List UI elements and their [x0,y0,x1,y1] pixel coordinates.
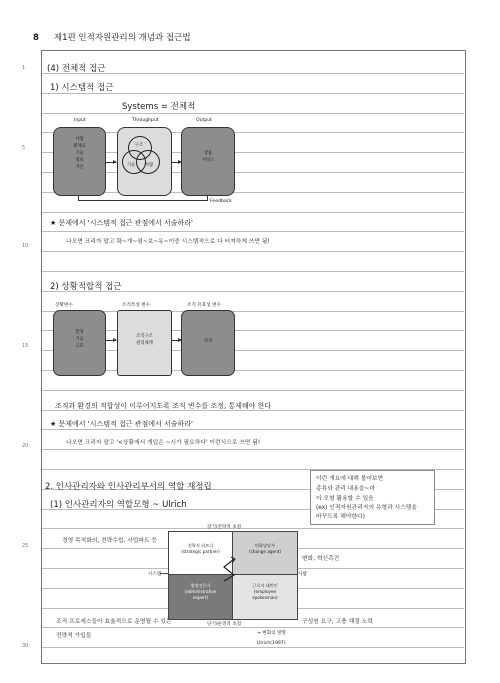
input-item: 사람 [75,137,84,142]
systems-title: Systems = 전체적 [122,102,196,112]
feedback-label: Feedback [210,199,232,204]
quadrant-change-agent: 변화담당자 (change agent) [233,532,297,575]
axis-left: 시스템 [148,572,162,577]
variable-label: 조직 유효성 변수 [187,303,221,308]
ruled-line [42,192,464,193]
situation-box [53,310,106,376]
ruled-line [42,93,464,94]
box-item: 성과 [203,339,213,344]
output-label: Output [196,118,212,123]
section-heading: (4) 전체적 접근 [47,64,106,74]
box-item: 관리체계 [136,341,153,346]
throughput-box [117,127,172,196]
input-item: 기술 [75,151,84,156]
subsection-heading: 2) 상황적합적 접근 [50,282,122,292]
box-item: 규모 [75,344,84,349]
line-number: 30 [22,643,29,649]
input-item: 자본 [75,165,84,170]
arrow-throughput-output [172,162,181,163]
line-number: 1 [22,65,26,71]
box-item: 기술 [75,337,84,342]
ruled-line [42,113,464,114]
input-item: 정보 [75,158,84,163]
arrow-input-throughput [106,162,116,163]
direction-arrow-icon [220,555,240,585]
fit-statement: 조직과 환경의 적합성이 이루어지도록 조직 변수를 조정, 통제해야 한다 [55,402,272,410]
ruled-line [42,271,464,272]
ruled-line [42,429,464,430]
ruled-line [42,231,464,232]
star-note-detail: 나오면 크리자 말고 '<상황에서 개입은 ~시가 필요하다' 이런식으로 쓰면 됨! [66,440,261,446]
ruled-line [42,627,464,628]
ruled-line [42,251,464,252]
org-box [117,310,172,376]
citation: Ulrich(1997) [257,641,286,646]
side-note-line: 바꾸도록 해야한다) [316,514,365,520]
quadrant-strategic-partner: 전략적 파트너 (strategic partner) [169,532,233,575]
circle-label: 사람 [144,163,154,168]
ruled-line [42,449,464,450]
axis-bottom: 단기/운영적 초점 [207,622,242,627]
throughput-label: Throughput [132,118,159,123]
axis-right: 사람 [298,572,307,577]
line-number: 10 [22,243,29,249]
side-note-line: (ex) 인적자원관리자의 유형과 시스템을 [316,505,417,511]
line-number: 5 [22,145,26,151]
side-note-line: 종류와 관리 내용을~마 [316,486,375,492]
feedback-line [78,200,208,201]
right-note: 변화, 혁신촉진 [302,556,340,562]
box-item: 환경 [75,330,84,335]
variable-label: 조직특성 변수 [122,303,151,308]
star-note: ★ 문제에서 '시스템적 접근 관점에서 서술하라' [50,420,193,428]
section-heading: 2. 인사관리자와 인사관리부서의 역할 재정립 [45,482,212,492]
axis-top: 장기/전략적 초점 [207,525,242,530]
ruled-line [42,528,464,529]
circle-label: 기술 [126,163,136,168]
star-note-detail: 나오면 크리자 말고 확~개~평~보~유~이중 시스템적으로 다 터져하게 쓰면 됨! [66,239,270,245]
circle-label: 구조 [134,143,144,148]
left-note: 조직 프로세스들이 효율적으로 운영될 수 있는 [56,619,172,625]
input-box [53,127,106,196]
ruled-line [42,212,464,213]
input-item: 원재료 [73,144,86,149]
arrow-2 [172,340,181,341]
side-note-box [310,470,435,525]
side-note-line: 이 모형 활용할 수 있음 [316,496,374,502]
feedback-line [207,195,208,200]
left-note: 경영 목적화의, 전략수립, 사업파트 등 [62,538,158,544]
output-item: 상품 [203,151,213,156]
side-note-line: 이런 개요에 대해 물어보면 [316,476,384,482]
right-note: 구성원 요구, 고충 해결 노력 [302,619,373,625]
output-item: 서비스 [201,158,215,163]
chapter-title: 제1편 인적자원관리의 개념과 접근법 [53,33,191,43]
ruled-line [42,311,464,312]
star-note: ★ 문제에서 '시스템적 접근 관점에서 서술하라' [50,219,193,227]
change-direction-label: → 변화의 방향 [257,631,286,636]
page-header [33,31,191,43]
input-label: Input [74,118,86,123]
line-number: 15 [22,343,29,349]
variable-label: 상황변수 [55,303,73,308]
page-number: 8 [33,33,39,43]
effectiveness-box [181,310,235,376]
quadrant-employee-spokesman: 근로자 대변인 (employee spokesman) [233,575,297,619]
ruled-line [42,390,464,391]
arrow-1 [106,340,116,341]
subsection-heading: 1) 시스템적 접근 [50,83,114,93]
quadrant-administrative-expert: 행정전문가 (administrative expert) [169,575,233,619]
ruled-line [42,647,464,648]
subsection-heading: (1) 인사관리자의 역할모형 ~ Ulrich [50,500,187,510]
output-box [181,127,235,196]
left-note: 전략적 가입들 [56,633,92,639]
box-item: 조직구조 [136,334,153,339]
line-number: 20 [22,443,29,449]
line-number: 25 [22,543,29,549]
